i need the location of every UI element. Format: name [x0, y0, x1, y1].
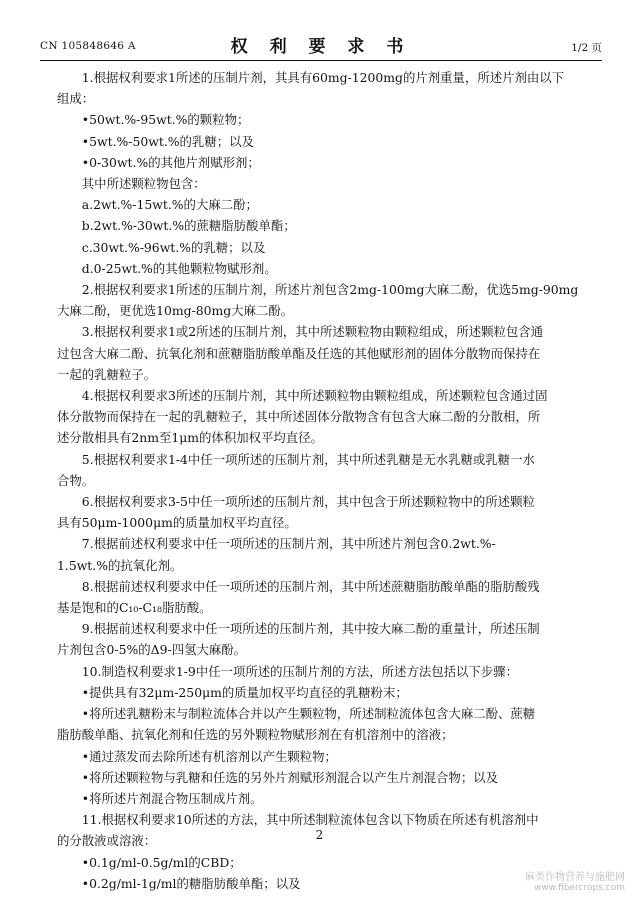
text-line: 10.制造权利要求1-9中任一项所述的压制片剂的方法，所述方法包括以下步骤：	[81, 663, 518, 679]
text-line: 1.根据权利要求1所述的压制片剂，其具有60mg-1200mg的片剂重量，所述片剂由以下	[81, 70, 565, 85]
text-line: 基是饱和的C₁₀-C₁₈脂肪酸。	[57, 600, 212, 616]
text-line: 一起的乳糖粒子。	[57, 366, 157, 382]
claims-body	[57, 67, 589, 894]
text-line: 6.根据权利要求3-5中任一项所述的压制片剂，其中包含于所述颗粒物中的所述颗粒	[81, 494, 535, 510]
watermark-title: 麻类作物营养与施肥网	[525, 872, 625, 883]
watermark-url: www.fibercrops.com	[534, 883, 625, 893]
text-line: 7.根据前述权利要求中任一项所述的压制片剂，其中所述片剂包含0.2wt.%-	[81, 536, 496, 552]
text-line: a.2wt.%-15wt.%的大麻二酚；	[81, 197, 258, 213]
text-line: 其中所述颗粒物包含：	[81, 176, 206, 192]
text-line: 的分散液或溶液：	[57, 833, 157, 849]
page-indicator: 1/2 页	[571, 42, 602, 54]
page-number: 2	[315, 828, 324, 842]
text-line: 组成：	[57, 91, 95, 107]
text-line: •50wt.%-95wt.%的颗粒物；	[81, 112, 250, 128]
site-watermark	[525, 872, 625, 894]
text-line: •将所述颗粒物与乳糖和任选的另外片剂赋形剂混合以产生片剂混合物；以及	[81, 769, 498, 785]
text-line: 4.根据权利要求3所述的压制片剂，其中所述颗粒物由颗粒组成，所述颗粒包含通过固	[81, 388, 548, 404]
text-line: 8.根据前述权利要求中任一项所述的压制片剂，其中所述蔗糖脂肪酸单酯的脂肪酸残	[81, 578, 540, 594]
text-line: •提供具有32μm-250μm的质量加权平均直径的乳糖粉末；	[81, 684, 408, 700]
text-line: •将所述乳糖粉末与制粒流体合并以产生颗粒物，所述制粒流体包含大麻二酚、蔗糖	[81, 706, 536, 722]
text-line: 11.根据权利要求10所述的方法，其中所述制粒流体包含以下物质在所述有机溶剂中	[81, 812, 539, 828]
text-line: •通过蒸发而去除所述有机溶剂以产生颗粒物；	[81, 748, 337, 764]
text-line: 2.根据权利要求1所述的压制片剂，所述片剂包含2mg-100mg大麻二酚，优选5mg-90mg	[81, 282, 579, 298]
text-line: •将所述片剂混合物压制成片剂。	[81, 790, 263, 806]
text-line: d.0-25wt.%的其他颗粒物赋形剂。	[81, 260, 277, 276]
text-line: 片剂包含0-5%的Δ9-四氢大麻酚。	[57, 642, 247, 658]
text-line: 5.根据权利要求1-4中任一项所述的压制片剂，其中所述乳糖是无水乳糖或乳糖一水	[81, 451, 535, 467]
text-line: •0.2g/ml-1g/ml的糖脂肪酸单酯；以及	[81, 875, 301, 891]
text-line: 述分散相具有2nm至1μm的体积加权平均直径。	[57, 430, 323, 446]
text-line: •0.1g/ml-0.5g/ml的CBD；	[81, 854, 242, 870]
text-line: c.30wt.%-96wt.%的乳糖；以及	[81, 239, 266, 255]
text-line: •5wt.%-50wt.%的乳糖；以及	[81, 133, 254, 149]
text-line: 3.根据权利要求1或2所述的压制片剂，其中所述颗粒物由颗粒组成，所述颗粒包含通	[81, 324, 544, 340]
text-line: 9.根据前述权利要求中任一项所述的压制片剂，其中按大麻二酚的重量计，所述压制	[81, 621, 540, 637]
text-line: b.2wt.%-30wt.%的蔗糖脂肪酸单酯；	[81, 218, 296, 234]
publication-number: CN 105848646 A	[40, 40, 136, 52]
text-line: 大麻二酚，更优选10mg-80mg大麻二酚。	[57, 303, 294, 319]
text-line: 合物。	[57, 472, 95, 488]
text-line: 过包含大麻二酚、抗氧化剂和蔗糖脂肪酸单酯及任选的其他赋形剂的固体分散物而保持在	[57, 345, 541, 361]
text-line: 体分散物而保持在一起的乳糖粒子，其中所述固体分散物含有包含大麻二酚的分散相，所	[57, 409, 541, 425]
text-line: •0-30wt.%的其他片剂赋形剂；	[81, 154, 260, 170]
document-header	[40, 30, 602, 61]
text-line: 具有50μm-1000μm的质量加权平均直径。	[57, 515, 297, 531]
document-title: 权 利 要 求 书	[230, 37, 412, 57]
text-line: 1.5wt.%的抗氧化剂。	[57, 557, 183, 573]
text-line: 脂肪酸单酯、抗氧化剂和任选的另外颗粒物赋形剂在有机溶剂中的溶液；	[57, 727, 454, 743]
